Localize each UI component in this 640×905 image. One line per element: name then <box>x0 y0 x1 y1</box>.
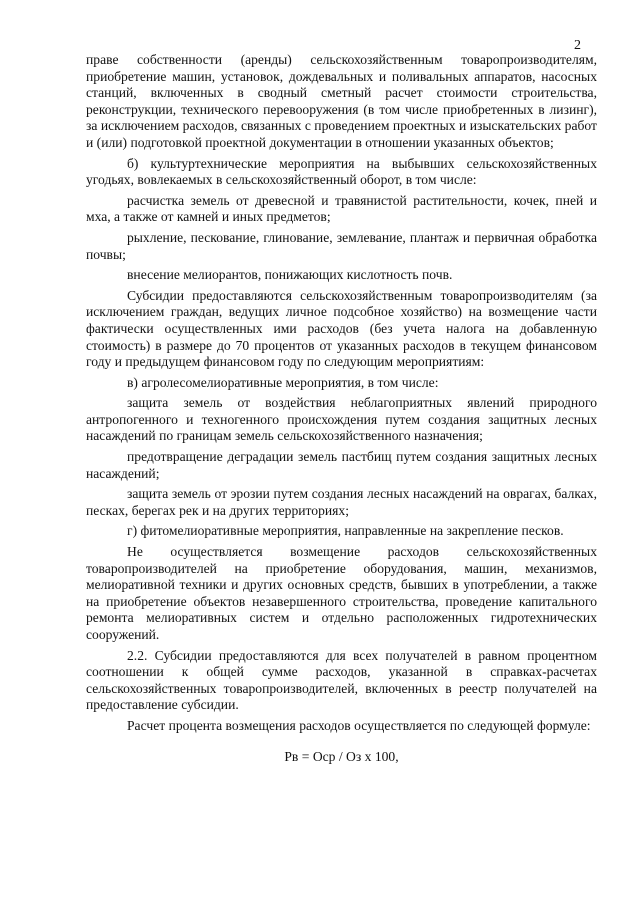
body-paragraph: Расчет процента возмещения расходов осуществляется по следующей формуле: <box>127 717 591 733</box>
body-paragraph: расчистка земель от древесной и травянистой растительности, кочек, пней и мха, а также от камней и иных предметов; <box>86 192 597 225</box>
body-paragraph: внесение мелиорантов, понижающих кислотность почв. <box>127 267 453 283</box>
body-paragraph: Субсидии предоставляются сельскохозяйственным товаропроизводителям (за исключением граждан, ведущих личное подсобное хозяйство) на возмещение части фактически осуществленных ими расходов (без учета налога на добавленную стоимость) в размере до 70 процентов от указанных расходов в текущем финансовом году и предыдущем финансовом году по следующим мероприятиям: <box>86 287 597 370</box>
page-number: 2 <box>574 38 581 53</box>
body-paragraph: 2.2. Субсидии предоставляются для всех получателей в равном процентном соотношении к общей сумме расходов, указанной в справках-расчетах сельскохозяйственных товаропроизводителей, включенных в реестр получателей на предоставление субсидии. <box>86 647 597 713</box>
body-paragraph: защита земель от воздействия неблагоприятных явлений природного антропогенного и техногенного происхождения путем создания защитных лесных насаждений по границам земель сельскохозяйственного назначения; <box>86 395 597 444</box>
body-paragraph: г) фитомелиоративные мероприятия, направленные на закрепление песков. <box>127 523 564 539</box>
body-paragraph: в) агролесомелиоративные мероприятия, в том числе: <box>127 374 439 390</box>
formula: Рв = Оср / Оз x 100, <box>284 748 399 764</box>
body-paragraph: б) культуртехнические мероприятия на выбывших сельскохозяйственных угодьях, вовлекаемых в сельскохозяйственный оборот, в том числе: <box>86 155 597 188</box>
body-paragraph: Не осуществляется возмещение расходов сельскохозяйственных товаропроизводителей на приобретение оборудования, машин, механизмов, мелиоративной техники и других основных средств, бывших в употреблении, а также на приобретение объектов незавершенного строительства, проведение капитального ремонта мелиоративных систем и отдельно расположенных гидротехнических сооружений. <box>86 544 597 642</box>
body-paragraph: защита земель от эрозии путем создания лесных насаждений на оврагах, балках, песках, берегах рек и на других территориях; <box>86 486 597 518</box>
body-paragraph: праве собственности (аренды) сельскохозяйственным товаропроизводителям, приобретение машин, установок, дождевальных и поливальных аппаратов, насосных станций, включенных в сводный сметный расчет стоимости строительства, реконструкции, технического перевооружения (в том числе приобретенных в лизинг), за исключением расходов, связанных с проведением проектных и изыскательских работ и (или) подготовкой проектной документации в отношении указанных объектов; <box>86 52 597 150</box>
body-paragraph: рыхление, пескование, глинование, землевание, плантаж и первичная обработка почвы; <box>86 229 597 262</box>
document-body <box>86 52 597 765</box>
body-paragraph: предотвращение деградации земель пастбищ путем создания защитных лесных насаждений; <box>86 449 597 481</box>
